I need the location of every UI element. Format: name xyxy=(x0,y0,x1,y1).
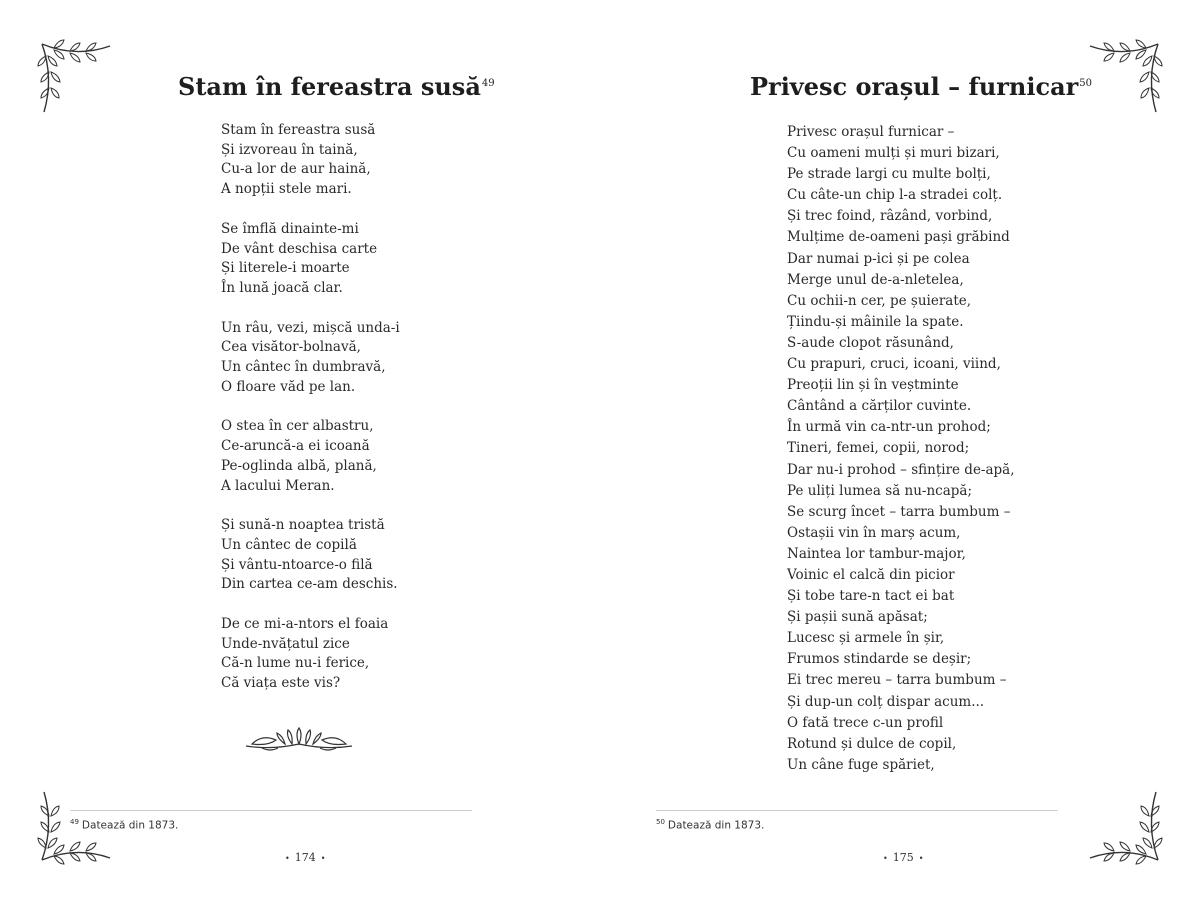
verse-line: Un cântec de copilă xyxy=(221,536,357,553)
stanza xyxy=(221,319,400,398)
verse-line: Privesc orașul furnicar – xyxy=(787,124,955,140)
verse-line: Cu oameni mulți și muri bizari, xyxy=(787,145,1000,162)
poem-body xyxy=(787,122,1015,776)
verse-line: Se scurg încet – tarra bumbum – xyxy=(787,503,1011,520)
verse-line: Se îmflă dinainte-mi xyxy=(221,220,359,237)
footnote-divider xyxy=(70,810,472,811)
verse-line: Voinic el calcă din picior xyxy=(787,566,955,583)
floral-ornament-icon xyxy=(242,724,356,754)
verse-line: Și trec foind, râzând, vorbind, xyxy=(787,208,993,225)
stanza xyxy=(221,516,400,595)
verse-line: Merge unul de-a-nletelea, xyxy=(787,271,964,288)
verse-line: Și sună-n noaptea tristă xyxy=(221,517,385,534)
verse-line: Din cartea ce-am deschis. xyxy=(221,576,398,593)
stanza xyxy=(221,220,400,299)
verse-line: Pe-oglinda albă, plană, xyxy=(221,457,377,474)
stanza xyxy=(221,121,400,200)
laurel-branch-icon xyxy=(1084,38,1164,118)
verse-line: Ostașii vin în marș acum, xyxy=(787,524,961,541)
verse-line: De vânt deschisa carte xyxy=(221,240,378,257)
poem-body xyxy=(221,121,400,714)
verse-line: Un cântec în dumbravă, xyxy=(221,359,386,376)
verse-line: De ce mi-a-ntors el foaia xyxy=(221,616,389,633)
verse-line: Cu prapuri, cruci, icoani, viind, xyxy=(787,356,1001,373)
right-page xyxy=(600,0,1200,900)
verse-line: Rotund și dulce de copil, xyxy=(787,735,957,752)
verse-line: Și tobe tare-n tact ei bat xyxy=(787,588,955,605)
verse-line: Mulțime de-oameni pași grăbind xyxy=(787,229,1010,246)
verse-line: A nopții stele mari. xyxy=(221,181,352,198)
verse-line: Și literele-i moarte xyxy=(221,260,350,277)
poem-title: Privesc orașul – furnicar$^{50}$ xyxy=(750,72,1093,101)
footnote: $^{49}$ Datează din 1873. xyxy=(70,818,179,832)
verse-line: Ce-aruncă-a ei icoană xyxy=(221,438,370,455)
verse-line: Un câne fuge spăriet, xyxy=(787,756,935,773)
footnote-divider xyxy=(656,810,1058,811)
verse-line: Pe uliți lumea să nu-ncapă; xyxy=(787,482,973,499)
verse-line: Stam în fereastra susă xyxy=(221,122,376,138)
verse-line: Dar numai p-ici și pe colea xyxy=(787,250,970,267)
verse-line: Preoții lin și în veștminte xyxy=(787,377,959,394)
verse-line: Dar nu-i prohod – sfințire de-apă, xyxy=(787,461,1015,478)
laurel-branch-icon xyxy=(36,38,116,118)
verse-line: Ei trec mereu – tarra bumbum – xyxy=(787,672,1007,689)
verse-line: Cântând a cărților cuvinte. xyxy=(787,398,972,415)
verse-line: Cea visător-bolnavă, xyxy=(221,339,361,356)
verse-line: Lucesc și armele în șir, xyxy=(787,630,945,647)
verse-line: În urmă vin ca-ntr-un prohod; xyxy=(787,419,991,436)
stanza xyxy=(221,615,400,694)
verse-line: O floare văd pe lan. xyxy=(221,378,356,395)
title-footnote-marker: 50 xyxy=(1079,78,1093,89)
stanza xyxy=(221,417,400,496)
footnote: $^{50}$ Datează din 1873. xyxy=(656,818,765,832)
verse-line: O stea în cer albastru, xyxy=(221,418,374,435)
verse-line: Și izvoreau în taină, xyxy=(221,141,358,158)
verse-line: Țiindu-și mâinile la spate. xyxy=(787,313,964,330)
verse-line: O fată trece c-un profil xyxy=(787,714,944,731)
verse-line: În lună joacă clar. xyxy=(221,279,343,296)
verse-line: Frumos stindarde se deșir; xyxy=(787,651,972,668)
verse-line: Tineri, femei, copii, norod; xyxy=(787,440,970,457)
verse-line: Pe strade largi cu multe bolți, xyxy=(787,166,991,183)
verse-line: Cu ochii-n cer, pe șuierate, xyxy=(787,292,972,309)
verse-line: Că-n lume nu-i ferice, xyxy=(221,655,370,672)
verse-line: Un râu, vezi, mișcă unda-i xyxy=(221,319,400,336)
poem-title: Stam în fereastra susă$^{49}$ xyxy=(178,72,495,101)
verse-line: Și vântu-ntoarce-o filă xyxy=(221,556,373,573)
page-number: • 175 • xyxy=(883,851,924,864)
title-footnote-marker: 49 xyxy=(481,78,495,89)
verse-line: Și pașii sună apăsat; xyxy=(787,609,928,626)
verse-line: Naintea lor tambur-major, xyxy=(787,545,966,562)
laurel-branch-icon xyxy=(1084,786,1164,866)
verse-line: A lacului Meran. xyxy=(221,477,335,494)
verse-line: Cu câte-un chip l-a stradei colț. xyxy=(787,187,1003,204)
verse-line: Și dup-un colț dispar acum... xyxy=(787,693,985,710)
verse-line: Unde-nvățatul zice xyxy=(221,635,350,652)
verse-line: Că viața este vis? xyxy=(221,675,341,692)
verse-line: S-aude clopot răsunând, xyxy=(787,334,954,351)
verse-line: Cu-a lor de aur haină, xyxy=(221,161,371,178)
page-number: • 174 • xyxy=(285,851,326,864)
